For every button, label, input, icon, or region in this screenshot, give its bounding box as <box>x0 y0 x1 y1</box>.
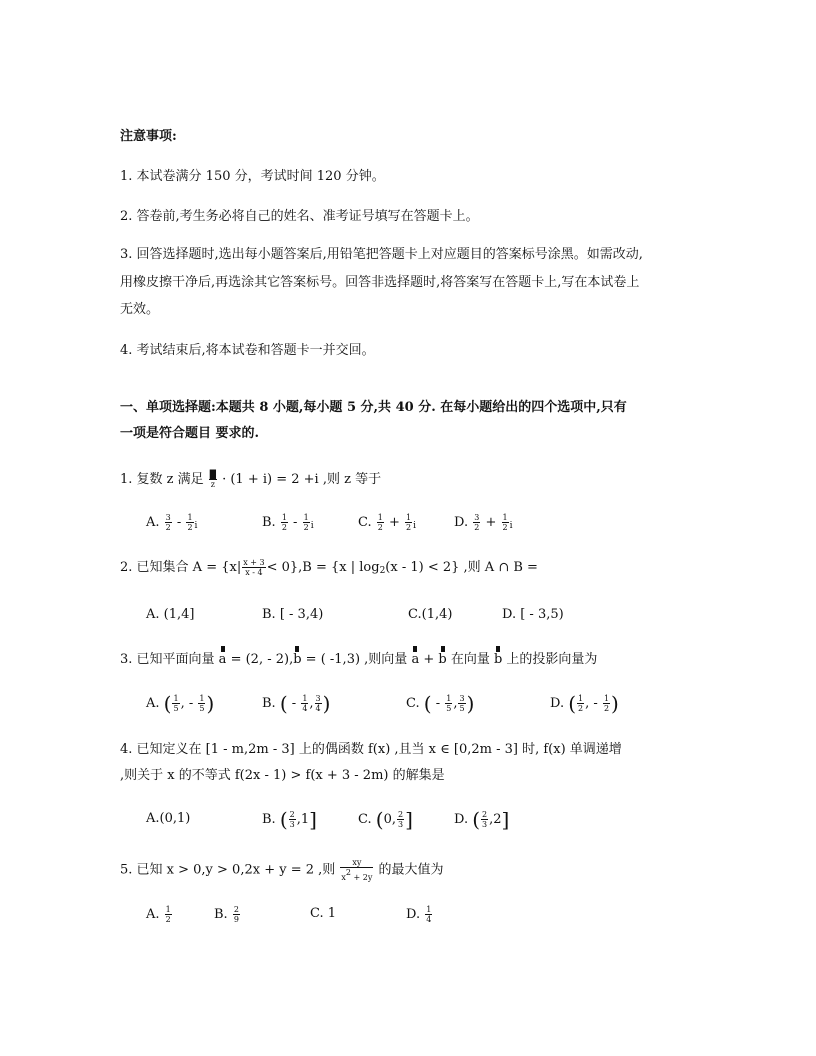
q5-den-rest: + 2y <box>351 873 373 882</box>
option-frac <box>397 810 404 829</box>
q1-option-a[interactable] <box>146 513 197 535</box>
question-2-stem <box>120 558 538 580</box>
option-num: 3 <box>459 694 465 703</box>
q2-set-open: {x| <box>221 560 242 575</box>
q3-option-c[interactable] <box>406 691 475 716</box>
q3-option-b[interactable] <box>262 691 331 716</box>
option-frac <box>233 905 240 924</box>
option-den: 2 <box>406 523 412 532</box>
option-den: 4 <box>315 704 321 713</box>
q2-option-a[interactable]: A. (1,4] <box>146 607 195 622</box>
q1-frac-num: █ <box>209 470 216 479</box>
option-num: 3 <box>315 694 321 703</box>
option-num: 1 <box>302 694 308 703</box>
q4-option-c[interactable] <box>358 807 413 832</box>
option-label: C. <box>406 696 420 711</box>
option-frac-1 <box>281 513 288 532</box>
option-num: 1 <box>187 513 193 522</box>
q5-option-d[interactable] <box>406 905 433 924</box>
notice-item-1: 1. 本试卷满分 150 分，考试时间 120 分钟。 <box>120 169 385 184</box>
right-paren: ) <box>466 691 475 716</box>
option-frac-2 <box>405 513 412 532</box>
question-5-stem <box>120 858 444 882</box>
option-rest: ,2 <box>489 812 502 827</box>
option-mid: , <box>309 696 314 711</box>
notice-item-4: 4. 考试结束后,将本试卷和答题卡一并交回。 <box>120 343 375 358</box>
option-label: D. <box>550 696 565 711</box>
option-frac-1 <box>445 694 452 713</box>
right-bracket: ] <box>501 807 510 832</box>
q3-vector-b-3: b <box>493 652 503 667</box>
q5-frac-den <box>340 868 373 882</box>
option-den: 2 <box>281 523 287 532</box>
q2-frac-num: x + 3 <box>243 558 265 567</box>
q5-option-b[interactable] <box>214 905 241 924</box>
q2-log-base: 2 <box>379 566 386 576</box>
option-num: 1 <box>377 513 383 522</box>
q5-fraction <box>340 858 373 882</box>
option-frac-2 <box>603 694 610 713</box>
q1-option-b[interactable] <box>262 513 314 535</box>
option-frac-1 <box>172 694 179 713</box>
option-label: B. <box>214 907 228 922</box>
q5-option-a[interactable] <box>146 905 173 924</box>
option-label: B. <box>262 696 276 711</box>
option-num: 3 <box>165 513 171 522</box>
question-4-stem-line-2: ,则关于 x 的不等式 f(2x - 1) > f(x + 3 - 2m) 的解集是 <box>120 768 445 783</box>
option-label: C. <box>358 515 372 530</box>
notice-item-3-line-2: 用橡皮擦干净后,再选涂其它答案标号。回答非选择题时,将答案写在答题卡上,写在本试卷上 <box>120 275 640 290</box>
question-3-stem <box>120 651 597 669</box>
option-num: 1 <box>426 905 432 914</box>
q2-option-b[interactable]: B. [ - 3,4) <box>262 607 324 622</box>
option-num: 1 <box>578 694 584 703</box>
option-operator: + <box>384 515 405 530</box>
option-label: A. <box>146 907 160 922</box>
right-paren: ) <box>322 691 331 716</box>
q2-option-d[interactable]: D. [ - 3,5) <box>502 607 564 622</box>
q2-post: (x - 1) < 2} ,则 A ∩ B = <box>385 560 538 575</box>
option-num: 2 <box>482 810 488 819</box>
option-frac <box>165 905 172 924</box>
option-operator: - <box>172 515 186 530</box>
option-frac-1 <box>473 513 480 532</box>
option-num: 1 <box>165 905 171 914</box>
left-paren: ( <box>279 807 288 832</box>
right-paren: ) <box>611 691 619 716</box>
q5-den-exp: 2 <box>345 868 352 877</box>
notice-item-3-line-3: 无效。 <box>120 302 160 317</box>
q4-option-b[interactable] <box>262 807 317 832</box>
option-label: A. <box>146 515 160 530</box>
q5-frac-num: xy <box>340 858 373 868</box>
option-label: B. <box>262 812 276 827</box>
q1-pre: 1. 复数 z 满足 <box>120 472 208 487</box>
option-lead-sign: - <box>431 696 445 711</box>
q1-option-d[interactable] <box>454 513 512 535</box>
option-mid: , - <box>585 696 602 711</box>
q5-pre: 5. 已知 x > 0,y > 0,2x + y = 2 ,则 <box>120 862 340 878</box>
option-lead: 0, <box>383 812 396 827</box>
notice-item-3-line-1: 3. 回答选择题时,选出每小题答案后,用铅笔把答题卡上对应题目的答案标号涂黑。如需改动, <box>120 247 643 262</box>
right-paren: ) <box>206 691 215 716</box>
option-den: 2 <box>578 704 584 713</box>
q3-pre: 3. 已知平面向量 <box>120 652 219 667</box>
q1-post: · (1 + i) = 2 +i ,则 z 等于 <box>217 472 382 487</box>
left-paren: ( <box>423 691 432 716</box>
q3-post: 上的投影向量为 <box>502 652 598 667</box>
option-num: 2 <box>289 810 295 819</box>
section-heading-line-1: 一、单项选择题:本题共 8 小题,每小题 5 分,共 40 分. 在每小题给出的四个选项中,只有 <box>120 400 627 415</box>
q1-fraction <box>209 470 217 489</box>
option-num: 1 <box>502 513 508 522</box>
q3-mid-4: 在向量 <box>446 652 494 667</box>
option-den: 5 <box>199 704 205 713</box>
q3-mid-1: = (2, - 2), <box>226 652 294 667</box>
left-paren: ( <box>375 807 384 832</box>
option-den: 2 <box>377 523 383 532</box>
q3-option-d[interactable] <box>550 691 619 716</box>
left-paren: ( <box>472 807 481 832</box>
option-mid: , <box>453 696 458 711</box>
option-num: 1 <box>173 694 179 703</box>
option-label: B. <box>262 515 276 530</box>
option-frac-2 <box>502 513 509 532</box>
option-label: D. <box>454 515 469 530</box>
option-unit: i <box>194 521 198 531</box>
q1-option-c[interactable] <box>358 513 416 535</box>
option-lead-sign: - <box>287 696 301 711</box>
option-label: D. <box>406 907 421 922</box>
option-num: 1 <box>446 694 452 703</box>
q3-mid-2: = ( -1,3) ,则向量 <box>301 652 412 667</box>
option-frac-2 <box>303 513 310 532</box>
option-frac-1 <box>301 694 308 713</box>
option-operator: + <box>481 515 501 530</box>
option-label: A. <box>146 696 160 711</box>
q3-vector-a-2: a <box>411 652 420 667</box>
option-unit: i <box>509 521 513 531</box>
option-den: 5 <box>446 704 452 713</box>
option-mid: , - <box>180 696 198 711</box>
q4-option-a[interactable]: A.(0,1) <box>146 811 191 826</box>
right-bracket: ] <box>309 807 317 832</box>
option-frac-1 <box>577 694 584 713</box>
q2-set-close: < 0},B = {x | log <box>266 560 380 575</box>
option-num: 2 <box>397 810 404 819</box>
option-den: 2 <box>165 915 171 924</box>
left-paren: ( <box>163 691 172 716</box>
q3-option-a[interactable] <box>146 691 215 716</box>
option-frac-2 <box>458 694 465 713</box>
option-num: 1 <box>199 694 205 703</box>
option-operator: - <box>288 515 302 530</box>
option-frac <box>289 810 296 829</box>
option-den: 2 <box>603 704 610 713</box>
q2-pre: 2. 已知集合 A = <box>120 560 222 575</box>
q5-den-x: x <box>341 873 346 882</box>
option-den: 4 <box>426 915 432 924</box>
notice-item-2: 2. 答卷前,考生务必将自己的姓名、准考证号填写在答题卡上。 <box>120 209 479 224</box>
q2-frac-den: x - 4 <box>245 568 263 577</box>
q3-vector-a: a <box>218 652 227 667</box>
option-den: 3 <box>482 820 488 829</box>
option-frac-2 <box>315 694 322 713</box>
q5-option-c[interactable]: C. 1 <box>310 906 337 921</box>
option-den: 5 <box>173 704 179 713</box>
left-paren: ( <box>568 691 577 716</box>
q1-frac-den: z <box>210 480 215 489</box>
question-4-stem-line-1: 4. 已知定义在 [1 - m,2m - 3] 上的偶函数 f(x) ,且当 x ∈ [0,2m - 3] 时, f(x) 单调递增 <box>120 742 622 757</box>
right-bracket: ] <box>405 807 413 832</box>
option-den: 3 <box>397 820 404 829</box>
option-unit: i <box>413 521 417 531</box>
option-frac-1 <box>165 513 172 532</box>
q2-fraction <box>242 558 265 577</box>
q2-option-c[interactable]: C.(1,4) <box>408 607 453 622</box>
option-frac-2 <box>186 513 193 532</box>
option-num: 2 <box>233 905 239 914</box>
section-heading-line-2: 一项是符合题目 要求的. <box>120 426 260 441</box>
notice-title: 注意事项: <box>120 129 177 144</box>
option-num: 1 <box>281 513 287 522</box>
option-den: 2 <box>303 523 309 532</box>
q5-post: 的最大值为 <box>374 862 444 878</box>
question-1-stem <box>120 470 381 489</box>
left-paren: ( <box>279 691 288 716</box>
option-frac-2 <box>198 694 205 713</box>
option-num: 1 <box>406 513 412 522</box>
option-unit: i <box>310 521 314 531</box>
q4-option-d[interactable] <box>454 807 510 832</box>
option-num: 1 <box>603 694 610 703</box>
option-den: 2 <box>474 523 480 532</box>
option-num: 3 <box>474 513 480 522</box>
q3-vector-b: b <box>293 652 302 667</box>
option-label: D. <box>454 812 469 827</box>
option-frac <box>425 905 432 924</box>
option-den: 5 <box>459 704 465 713</box>
option-frac <box>481 810 488 829</box>
q3-vector-b-2: b <box>438 652 447 667</box>
option-num: 1 <box>303 513 309 522</box>
option-den: 9 <box>233 915 239 924</box>
option-den: 2 <box>187 523 193 532</box>
q3-mid-3: + <box>419 652 439 667</box>
option-den: 4 <box>302 704 308 713</box>
option-label: C. <box>358 812 372 827</box>
option-den: 3 <box>289 820 295 829</box>
option-den: 2 <box>502 523 508 532</box>
option-frac-1 <box>377 513 384 532</box>
option-rest: ,1 <box>296 812 310 827</box>
option-den: 2 <box>165 523 171 532</box>
